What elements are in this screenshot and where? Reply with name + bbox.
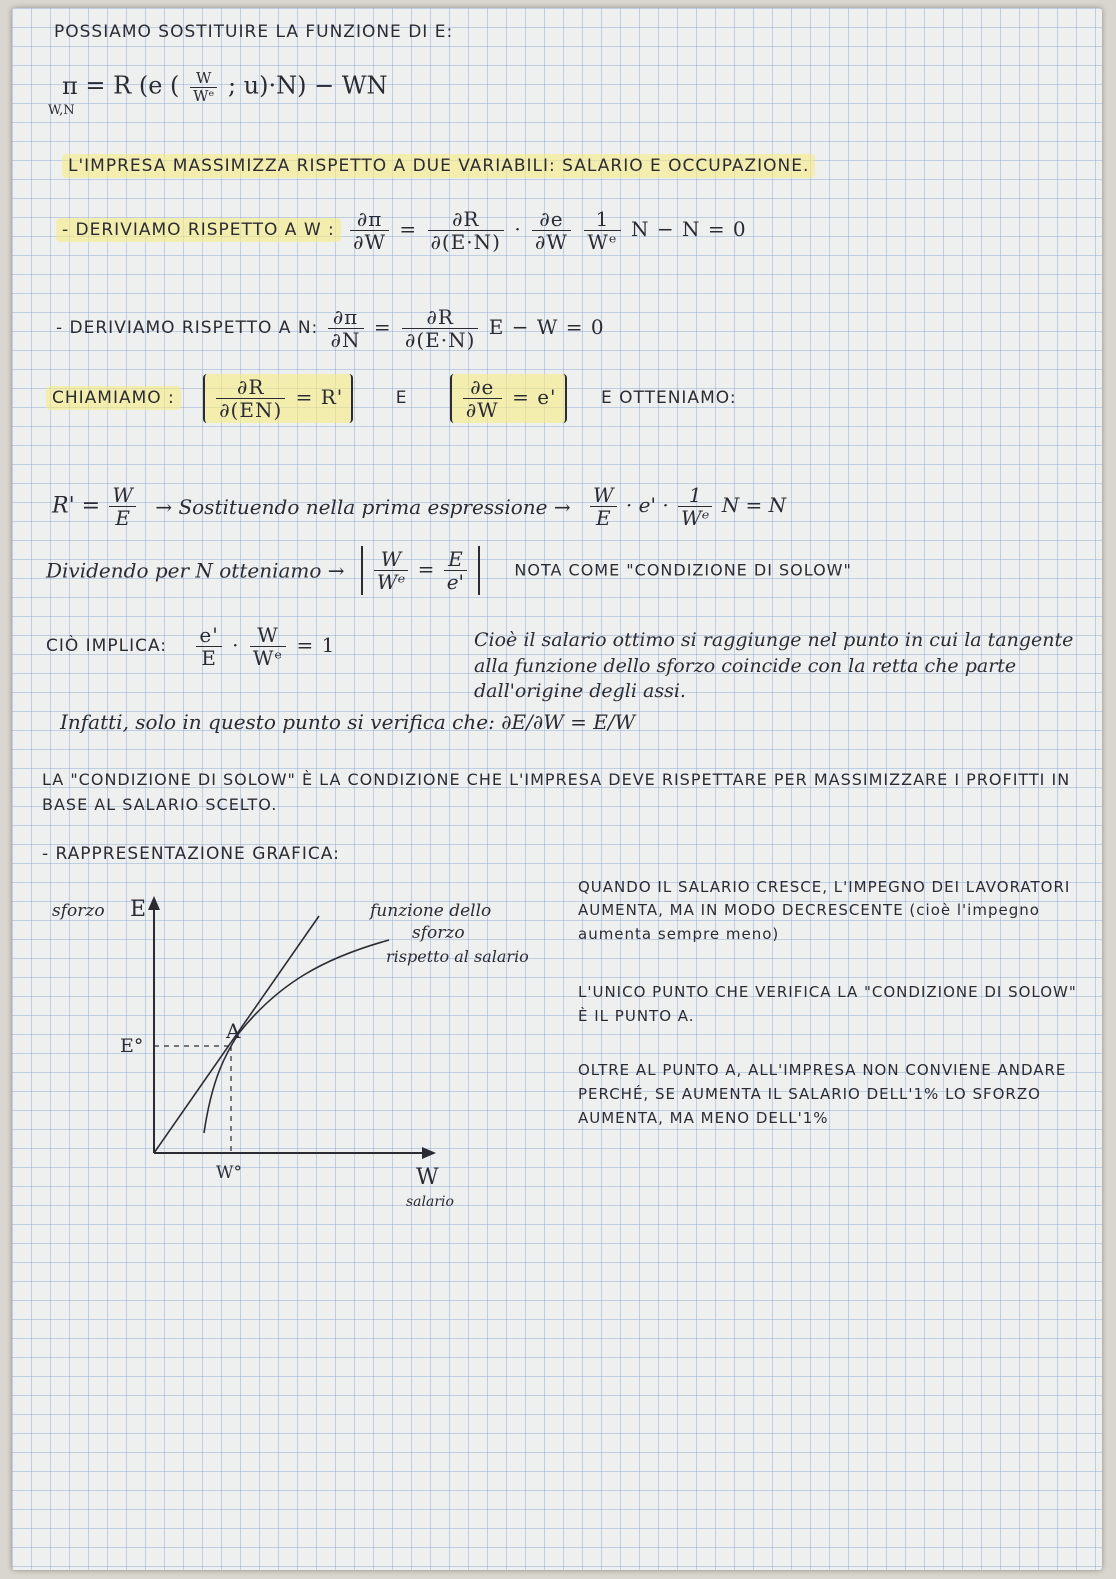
x-axis-arrow	[422, 1147, 436, 1159]
w0-label: W°	[216, 1163, 242, 1183]
maximization-line: L'IMPRESA MASSIMIZZA RISPETTO A DUE VARIABILI: SALARIO E OCCUPAZIONE.	[62, 158, 815, 175]
y-axis-word: sforzo	[52, 901, 105, 921]
solow-condition-formula: $\frac{W}{\text{Wᵉ}}$ = $\frac{E}{e'}$	[361, 546, 480, 595]
infatti-line: Infatti, solo in questo punto si verifica che: ∂E/∂W = E/W	[60, 710, 636, 734]
y-axis-label: E	[130, 897, 147, 922]
r-prime-row: R' = $\frac{W}{E}$ → Sostituendo nella prima espressione → $\frac{W}{E}$ · e' · $\frac{1}{\text{Wᵉ}}$ N = N	[52, 483, 787, 530]
profit-function	[48, 69, 388, 118]
profit-frac-den: Wᵉ	[193, 86, 215, 105]
profit-expr-a: = R (e (	[85, 71, 180, 100]
definition-e-prime: $\frac{\partial e}{\partial W}$ = e'	[450, 374, 567, 423]
effort-wage-graph	[34, 878, 574, 1218]
definition-r-prime: $\frac{\partial R}{\partial(EN)}$ = R'	[203, 374, 353, 423]
graph-heading: - RAPPRESENTAZIONE GRAFICA:	[42, 844, 340, 864]
curve-label-1: funzione dello	[370, 901, 492, 921]
profit-subscript: W,N	[48, 102, 75, 118]
point-a-label: A	[226, 1019, 241, 1043]
definitions-row: CHIAMIAMO : $\frac{\partial R}{\partial(EN)}$ = R' E $\frac{\partial e}{\partial W}$ = e' E OTTENIAMO:	[46, 374, 737, 423]
derivative-w-row: - DERIVIAMO RISPETTO A W : $\frac{\partial\pi}{\partial W}$ = $\frac{\partial R}{\partial(E\cdot N)}$ · $\frac{\partial e}{\partial W}$ $\frac{1}{\text{Wᵉ}}$ N − N = 0	[56, 208, 747, 253]
wage-effort-note: QUANDO IL SALARIO CRESCE, L'IMPEGNO DEI LAVORATORI AUMENTA, MA IN MODO DECRESCENTE (cioè l'impegno aumenta sempre meno)	[578, 878, 1071, 943]
x-axis-label: W	[416, 1165, 439, 1190]
tangent-explanation: Cioè il salario ottimo si raggiunge nel punto in cui la tangente alla funzione dello sforzo coincide con la retta che parte dall'origine degli assi.	[474, 629, 1074, 703]
solow-definition: LA "CONDIZIONE DI SOLOW" È LA CONDIZIONE CHE L'IMPRESA DEVE RISPETTARE PER MASSIMIZZARE I PROFITTI IN BASE AL SALARIO SCELTO.	[42, 770, 1071, 814]
profit-symbol: π	[62, 71, 78, 100]
y-axis-arrow	[148, 896, 160, 910]
e0-label: E°	[120, 1035, 144, 1057]
curve-label-3: rispetto al salario	[386, 947, 529, 966]
solow-condition-row: Dividendo per N otteniamo → $\frac{W}{\text{Wᵉ}}$ = $\frac{E}{e'}$ NOTA COME "CONDIZIONE DI SOLOW"	[46, 547, 852, 594]
beyond-a-note: OLTRE AL PUNTO A, ALL'IMPRESA NON CONVIENE ANDARE PERCHÉ, SE AUMENTA IL SALARIO DELL'1% LO SFORZO AUMENTA, MA MENO DELL'1%	[578, 1061, 1067, 1127]
notebook-page	[12, 8, 1102, 1570]
x-axis-word: salario	[406, 1194, 454, 1210]
implies-row: CIÒ IMPLICA: $\frac{e'}{E}$ · $\frac{W}{\text{Wᵉ}}$ = 1	[46, 623, 336, 670]
intro-line: POSSIAMO SOSTITUIRE LA FUNZIONE DI E:	[54, 22, 454, 42]
profit-expr-b: ; u)·N) − WN	[227, 71, 388, 100]
point-a-note: L'UNICO PUNTO CHE VERIFICA LA "CONDIZIONE DI SOLOW" È IL PUNTO A.	[578, 983, 1077, 1025]
profit-frac-num: W	[190, 70, 217, 88]
derivative-n-row: - DERIVIAMO RISPETTO A N: $\frac{\partial\pi}{\partial N}$ = $\frac{\partial R}{\partial(E\cdot N)}$ E − W = 0	[56, 305, 605, 352]
curve-label-2: sforzo	[412, 923, 465, 943]
